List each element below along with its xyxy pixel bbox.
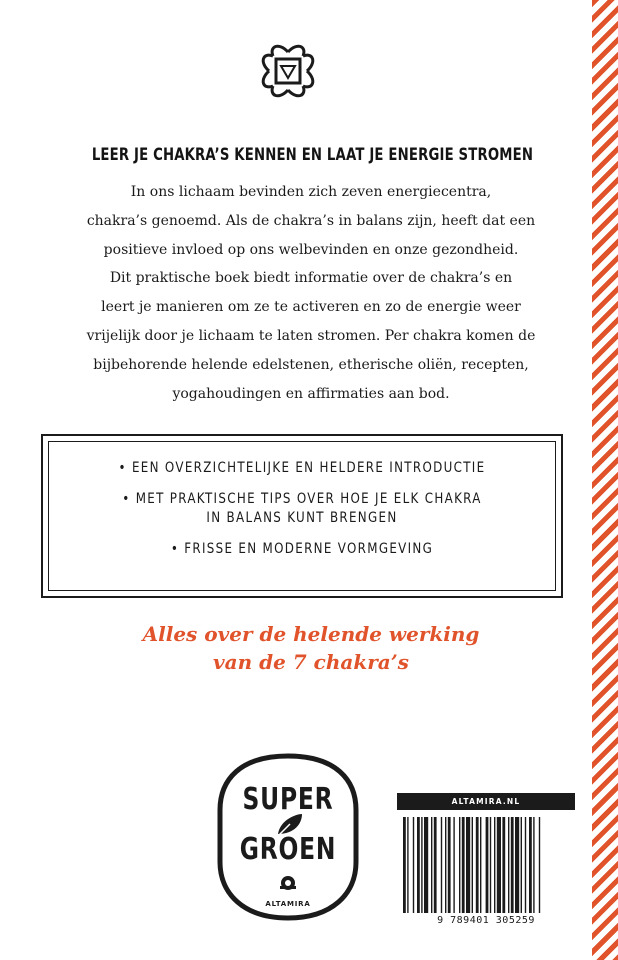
barcode-bar [466, 817, 470, 913]
description-line: yogahoudingen en affirmaties aan bod. [172, 385, 450, 402]
root-chakra-symbol-icon [257, 40, 319, 102]
barcode-bar [490, 817, 491, 913]
tagline [60, 620, 562, 676]
barcode-bar [462, 817, 465, 913]
barcode-bar [494, 817, 495, 913]
feature-item: • FRISSE EN MODERNE VORMGEVING [170, 541, 434, 557]
barcode-bar [413, 817, 414, 913]
barcode-bar [533, 817, 534, 913]
barcode-bar [497, 817, 501, 913]
barcode-bar [525, 817, 526, 913]
barcode-bar [434, 817, 437, 913]
tagline-line: van de 7 chakra’s [213, 650, 409, 674]
description-line: vrijelijk door je lichaam te laten stromen. Per chakra komen de [86, 327, 536, 344]
description-line: chakra’s genoemd. Als de chakra’s in balans zijn, heeft dat een [86, 212, 536, 229]
barcode-bar [472, 817, 473, 913]
barcode-bar [521, 817, 522, 913]
barcode-bar [486, 817, 489, 913]
feature-item: • MET PRAKTISCHE TIPS OVER HOE JE ELK CHAKRA [122, 491, 482, 507]
barcode-bar [459, 817, 460, 913]
super-groen-badge [216, 752, 360, 922]
feature-list [43, 459, 561, 559]
barcode-bar [407, 817, 408, 913]
barcode-bar [445, 817, 446, 913]
barcode-bar [539, 817, 540, 913]
barcode-bar [403, 817, 406, 913]
barcode-bar [511, 817, 514, 913]
barcode-bar [502, 817, 505, 913]
altamira-logo-icon [280, 876, 296, 890]
features-box [41, 434, 563, 598]
barcode-bar [431, 817, 432, 913]
barcode-bar [441, 817, 442, 913]
description-line: leert je manieren om ze te activeren en zo de energie weer [101, 299, 521, 316]
description-line: In ons lichaam bevinden zich zeven energiecentra, [130, 184, 492, 200]
barcode-bar [480, 817, 481, 913]
barcode-bar [453, 817, 454, 913]
feature-item: • EEN OVERZICHTELIJKE EN HELDERE INTRODUCTIE [118, 460, 486, 476]
description-line: bijbehorende helende edelstenen, etherische oliën, recepten, [93, 356, 529, 373]
decorative-stripe-border [592, 0, 618, 960]
barcode-bar [515, 817, 519, 913]
barcode-bar [508, 817, 509, 913]
description-line: positieve invloed op ons welbevinden en onze gezondheid. [103, 241, 519, 258]
barcode [397, 815, 575, 925]
feature-item: IN BALANS KUNT BRENGEN [206, 510, 398, 526]
badge-word-groen: GROEN [239, 832, 337, 867]
tagline-line: Alles over de helende werking [142, 622, 480, 646]
badge-publisher: ALTAMIRA [265, 900, 311, 908]
isbn-number: 9 789401 305259 [437, 915, 535, 926]
barcode-bar [448, 817, 451, 913]
description [50, 178, 572, 408]
badge-word-super: SUPER [242, 782, 334, 817]
description-line: Dit praktische boek biedt informatie over de chakra’s en [109, 270, 513, 287]
barcode-bar [424, 817, 428, 913]
publisher-url: ALTAMIRA.NL [397, 793, 575, 810]
barcode-bar [421, 817, 422, 913]
barcode-bar [476, 817, 479, 913]
barcode-bar [529, 817, 532, 913]
barcode-bar [417, 817, 420, 913]
headline: LEER JE CHAKRA’S KENNEN EN LAAT JE ENERGIE STROMEN [91, 145, 534, 165]
